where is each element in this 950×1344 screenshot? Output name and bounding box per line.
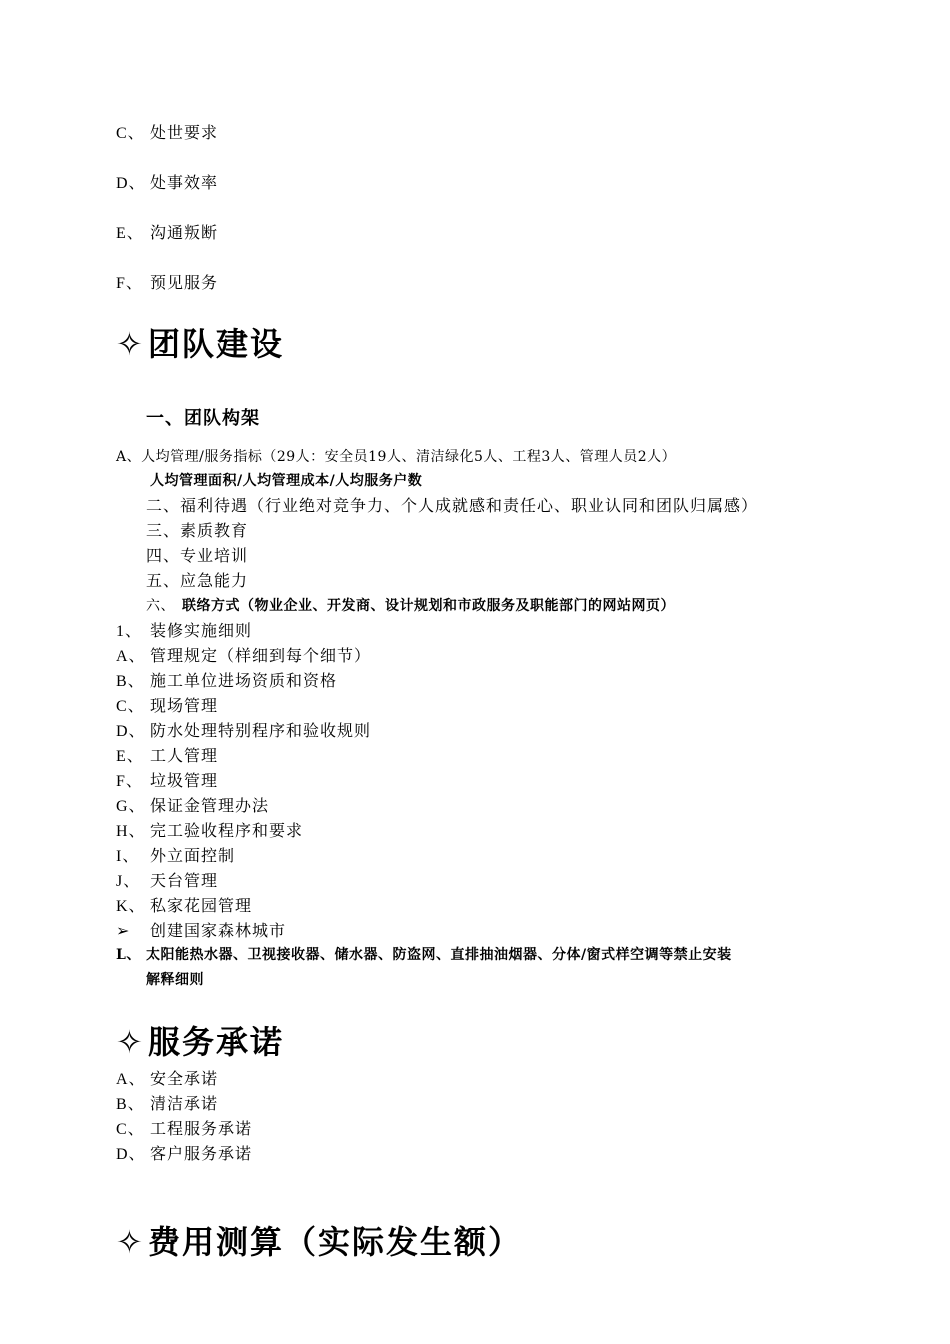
list-text: 预见服务: [150, 273, 219, 292]
list-item: [116, 671, 337, 692]
list-item: [116, 846, 235, 867]
list-text: 现场管理: [150, 696, 219, 715]
list-item: [116, 1094, 218, 1115]
list-item: [116, 1119, 252, 1140]
section-heading-team: [116, 324, 284, 364]
list-marker: 1、: [116, 623, 143, 640]
list-marker: D、: [116, 175, 146, 192]
list-item: [116, 746, 218, 767]
list-text: 处世要求: [150, 123, 219, 142]
list-marker: B、: [116, 673, 145, 690]
section-title: 费用测算（实际发生额）: [148, 1223, 523, 1261]
list-item: [116, 696, 218, 717]
list-marker: D、: [116, 723, 146, 740]
diamond-star-icon: ✧: [116, 325, 145, 363]
section-heading-cost: [116, 1222, 522, 1262]
section-title: 服务承诺: [148, 1023, 285, 1061]
list-marker: I、: [116, 848, 140, 865]
list-text: 处事效率: [150, 173, 219, 192]
list-marker: G、: [116, 798, 146, 815]
line-l-cont: 解释细则: [146, 972, 204, 988]
arrow-bullet-icon: ➢: [116, 923, 131, 940]
list-text: 工程服务承诺: [150, 1119, 253, 1138]
list-text: 创建国家森林城市: [150, 921, 287, 940]
list-marker: A、: [116, 1071, 146, 1088]
list-marker: C、: [116, 125, 145, 142]
list-item: [116, 621, 252, 642]
contact-text: 联络方式（物业企业、开发商、设计规划和市政服务及职能部门的网站网页）: [182, 598, 675, 614]
list-marker: F、: [116, 773, 143, 790]
numbered-item: 三、素质教育: [146, 521, 249, 540]
list-item: [116, 173, 218, 194]
list-text: 安全承诺: [150, 1069, 219, 1088]
numbered-item: 五、应急能力: [146, 571, 249, 590]
list-text: 私家花园管理: [150, 896, 253, 915]
list-text: 天台管理: [150, 871, 219, 890]
list-marker: D、: [116, 1146, 146, 1163]
list-marker: K、: [116, 898, 146, 915]
list-text: 装修实施细则: [150, 621, 253, 640]
list-marker: C、: [116, 1121, 145, 1138]
section-heading-service: [116, 1022, 284, 1062]
list-text: 工人管理: [150, 746, 219, 765]
section-title: 团队建设: [148, 325, 285, 363]
list-item: [116, 1069, 218, 1090]
list-text: 管理规定（样细到每个细节）: [150, 646, 372, 665]
list-item: [116, 921, 286, 942]
list-item: [116, 1144, 252, 1165]
list-item: [116, 721, 371, 742]
list-text: 沟通叛断: [150, 223, 219, 242]
list-marker: E、: [116, 225, 144, 242]
list-item: [116, 871, 218, 892]
list-item: [116, 123, 218, 144]
diamond-star-icon: ✧: [116, 1023, 145, 1061]
list-item: [116, 821, 303, 842]
list-item: [116, 896, 252, 917]
list-text: 垃圾管理: [150, 771, 219, 790]
list-marker: H、: [116, 823, 146, 840]
list-marker: B、: [116, 1096, 145, 1113]
list-item: [116, 771, 218, 792]
list-item: [116, 796, 269, 817]
line-l-text: 太阳能热水器、卫视接收器、储水器、防盗网、直排抽油烟器、分体/窗式样空调等禁止安装: [146, 947, 732, 963]
numbered-item: 二、福利待遇（行业绝对竞争力、个人成就感和责任心、职业认同和团队归属感）: [146, 496, 759, 515]
list-text: 清洁承诺: [150, 1094, 219, 1113]
list-item: [116, 646, 371, 667]
list-item: [116, 223, 218, 244]
line-a-bold: 人均管理面积/人均管理成本/人均服务户数: [150, 473, 423, 489]
numbered-item: 四、专业培训: [146, 546, 249, 565]
list-text: 客户服务承诺: [150, 1144, 253, 1163]
list-marker: L、: [116, 947, 141, 963]
diamond-star-icon: ✧: [116, 1223, 145, 1261]
list-text: 防水处理特别程序和验收规则: [150, 721, 372, 740]
list-marker: A、: [116, 648, 146, 665]
list-text: 保证金管理办法: [150, 796, 270, 815]
list-text: 外立面控制: [150, 846, 236, 865]
line-l: [116, 946, 732, 964]
sub-heading: 一、团队构架: [146, 408, 260, 429]
line-a: A、人均管理/服务指标（29人：安全员19人、清洁绿化5人、工程3人、管理人员2人）: [116, 449, 677, 465]
contact-marker: 六、: [146, 598, 175, 614]
list-item: [116, 273, 218, 294]
contact-line: [146, 597, 675, 615]
list-marker: E、: [116, 748, 144, 765]
list-marker: J、: [116, 873, 141, 890]
list-marker: C、: [116, 698, 145, 715]
list-text: 施工单位进场资质和资格: [150, 671, 338, 690]
list-marker: F、: [116, 275, 143, 292]
list-text: 完工验收程序和要求: [150, 821, 304, 840]
